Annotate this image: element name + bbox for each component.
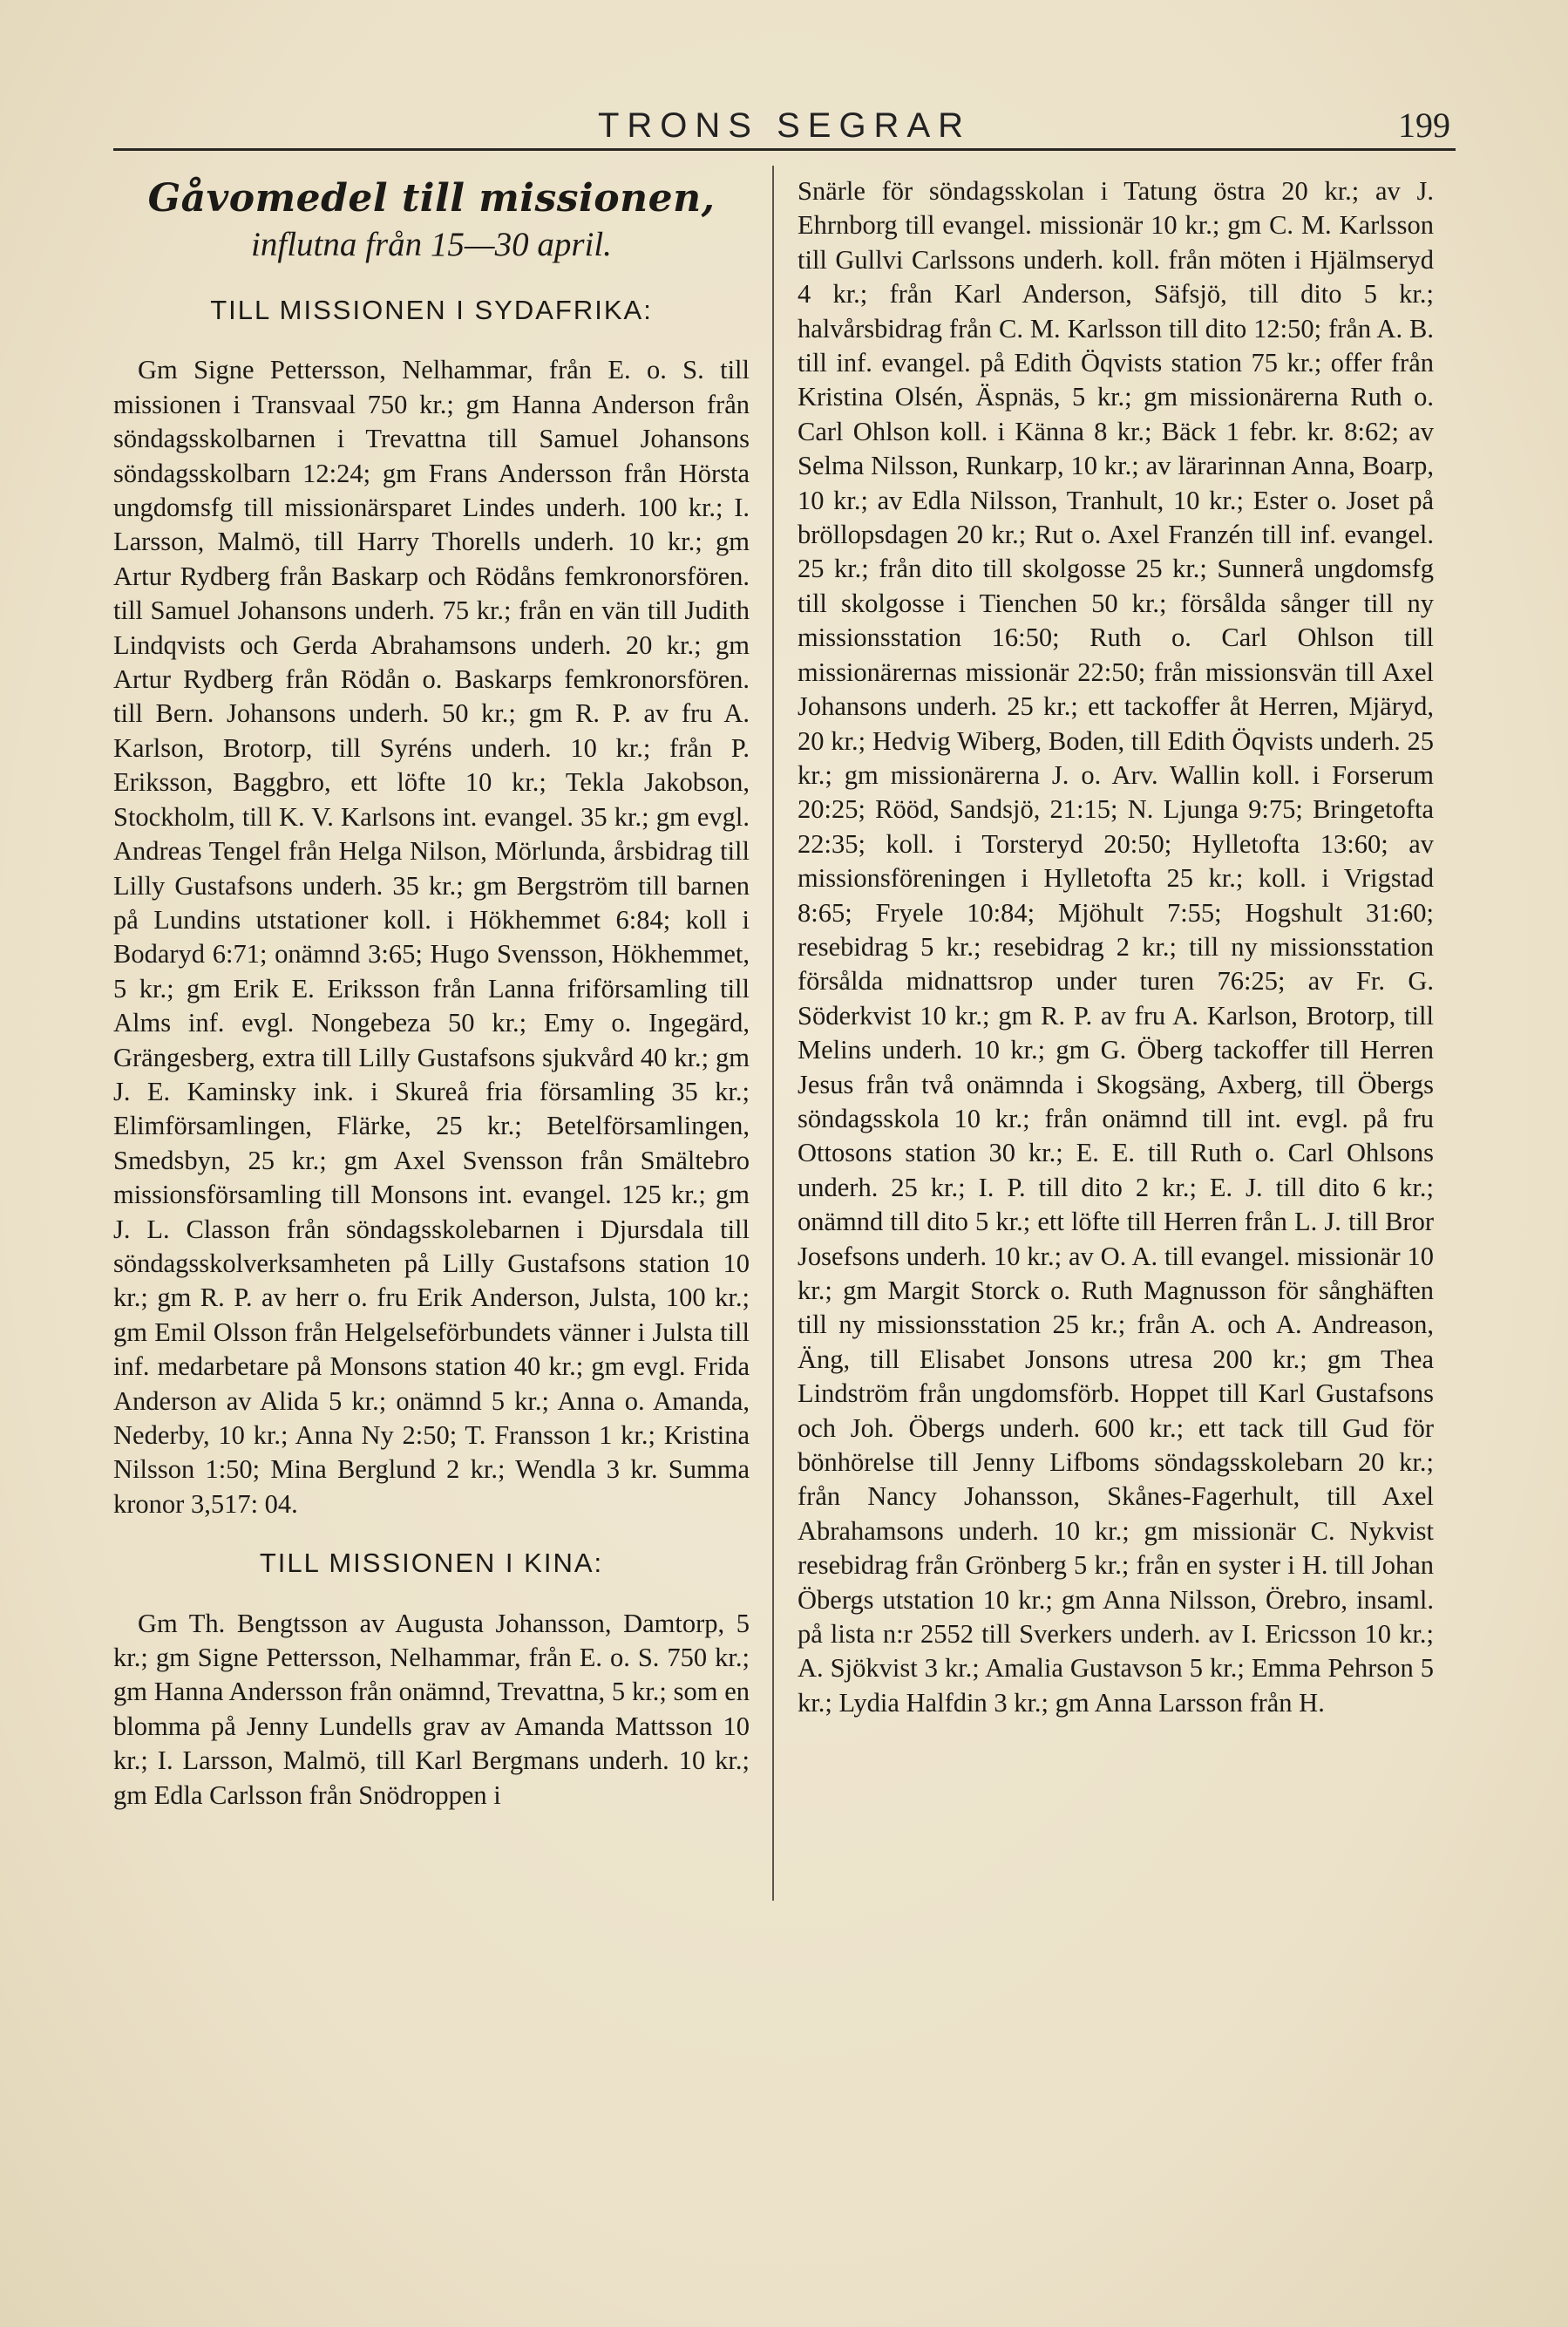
donation-list-sydafrika: Gm Signe Pettersson, Nelhammar, från E. o. S. till missionen i Transvaal 750 kr.; gm Hanna Anderson från söndagsskolbarnen i Trevattna till Samuel Johansons söndagsskolbarn 12:24; gm Frans Andersson från Hörsta ungdomsfg till missionärsparet Lindes underh. 100 kr.; I. Larsson, Malmö, till Harry Thorells underh. 10 kr.; gm Artur Rydberg från Baskarp och Rödåns femkronorsfören. till Samuel Johansons underh. 75 kr.; från en vän till Judith Lindqvists och Gerda Abrahamsons underh. 20 kr.; gm Artur Rydberg från Rödån o. Baskarps femkronorsfören. till Bern. Johansons underh. 50 kr.; gm R. P. av fru A. Karlson, Brotorp, till Syréns underh. 10 kr.; från P. Eriksson, Baggbro, ett löfte 10 kr.; Tekla Jakobson, Stockholm, till K. V. Karlsons int. evangel. 35 kr.; gm evgl. Andreas Tengel från Helga Nilson, Mörlunda, årsbidrag till Lilly Gustafsons underh. 35 kr.; gm Bergström till barnen på Lundins utstationer koll. i Hökhemmet 6:84; koll i Bodaryd 6:71; onämnd 3:65; Hugo Svensson, Hökhemmet, 5 kr.; gm Erik E. Eriksson från Lanna friförsamling till Alms inf. evgl. Nongebeza 50 kr.; Emy o. Ingegärd, Grängesberg, extra till Lilly Gustafsons sjukvård 40 kr.; gm J. E. Kaminsky ink. i Skureå fria församling 35 kr.; Elimförsamlingen, Flärke, 25 kr.; Betelförsamlingen, Smedsbyn, 25 kr.; gm Axel Svensson från Smältebro missionsförsamling till Monsons int. evangel. 125 kr.; gm J. L. Classon från söndagsskolebarnen i Djursdala till söndagsskolverksamheten på Lilly Gustafsons station 10 kr.; gm R. P. av herr o. fru Erik Anderson, Julsta, 100 kr.; gm Emil Olsson från Helgelseförbundets vänner i Julsta till inf. medarbetare på Monsons station 40 kr.; gm evgl. Frida Anderson av Alida 5 kr.; onämnd 5 kr.; Anna o. Amanda, Nederby, 10 kr.; Anna Ny 2:50; T. Fransson 1 kr.; Kristina Nilsson 1:50; Mina Berglund 2 kr.; Wendla 3 kr. Summa kronor 3,517: 04. xyxy=(113,355,750,1519)
header-rule xyxy=(113,148,1456,151)
right-column xyxy=(798,174,1434,2284)
section-heading-sydafrika: TILL MISSIONEN I SYDAFRIKA: xyxy=(210,295,653,325)
donation-list-kina-continued: Snärle för söndagsskolan i Tatung östra 20 kr.; av J. Ehrnborg till evangel. missionär 10 kr.; gm C. M. Karlsson till Gullvi Carlssons underh. koll. från möten i Hjälmseryd 4 kr.; från Karl Anderson, Säfsjö, till dito 5 kr.; halvårsbidrag från C. M. Karlsson till dito 12:50; från A. B. till inf. evangel. på Edith Öqvists station 75 kr.; offer från Kristina Olsén, Äspnäs, 5 kr.; gm missionärerna Ruth o. Carl Ohlson koll. i Känna 8 kr.; Bäck 1 febr. kr. 8:62; av Selma Nilsson, Runkarp, 10 kr.; av lärarinnan Anna, Boarp, 10 kr.; av Edla Nilsson, Tranhult, 10 kr.; Ester o. Joset på bröllopsdagen 20 kr.; Rut o. Axel Franzén till inf. evangel. 25 kr.; från dito till skolgosse 25 kr.; Sunnerå ungdomsfg till skolgosse i Tienchen 50 kr.; försålda sånger till ny missionsstation 16:50; Ruth o. Carl Ohlson till missionärernas missionär 22:50; från missionsvän till Axel Johansons underh. 25 kr.; ett tackoffer åt Herren, Mjäryd, 20 kr.; Hedvig Wiberg, Boden, till Edith Öqvists underh. 25 kr.; gm missionärerna J. o. Arv. Wallin koll. i Forserum 20:25; Rööd, Sandsjö, 21:15; N. Ljunga 9:75; Bringetofta 22:35; koll. i Torsteryd 20:50; Hylletofta 13:60; av missionsföreningen i Hylletofta 25 kr.; koll. i Vrigstad 8:65; Fryele 10:84; Mjöhult 7:55; Hogshult 31:60; resebidrag 5 kr.; resebidrag 2 kr.; till ny missionsstation försålda midnattsrop under turen 76:25; av Fr. G. Söderkvist 10 kr.; gm R. P. av fru A. Karlson, Brotorp, till Melins underh. 10 kr.; gm G. Öberg tackoffer till Herren Jesus från två onämnda i Skogsäng, Axberg, till Öbergs söndagsskola 10 kr.; från onämnd till int. evgl. på fru Ottosons station 30 kr.; E. E. till Ruth o. Carl Ohlsons underh. 25 kr.; I. P. till dito 2 kr.; E. J. till dito 6 kr.; onämnd till dito 5 kr.; ett löfte till Herren från L. J. till Bror Josefsons underh. 10 kr.; av O. A. till evangel. missionär 10 kr.; gm Margit Storck o. Ruth Magnusson för sånghäften till ny missionsstation 25 kr.; från A. och A. Andreason, Äng, till Elisabet Jonsons utresa 200 kr.; gm Thea Lindström från ungdomsförb. Hoppet till Karl Gustafsons och Joh. Öbergs underh. 600 kr.; ett tack till Gud för bönhörelse till Jenny Lifboms söndagsskolebarn 20 kr.; från Nancy Johansson, Skånes-Fagerhult, till Axel Abrahamsons underh. 10 kr.; gm missionär C. Nykvist resebidrag från Grönberg 5 kr.; från en syster i H. till Johan Öbergs utstation 10 kr.; gm Anna Nilsson, Örebro, insaml. på lista n:r 2552 till Sverkers underh. av I. Ericsson 10 kr.; A. Sjökvist 3 kr.; Amalia Gustavson 5 kr.; Emma Pehrson 5 kr.; Lydia Halfdin 3 kr.; gm Anna Larsson från H. xyxy=(798,176,1434,1718)
column-divider xyxy=(772,166,774,1901)
section-heading-kina: TILL MISSIONEN I KINA: xyxy=(259,1548,604,1579)
article-title: Gåvomedel till missionen, xyxy=(147,176,716,221)
donation-list-kina: Gm Th. Bengtsson av Augusta Johansson, Damtorp, 5 kr.; gm Signe Pettersson, Nelhammar, från E. o. S. 750 kr.; gm Hanna Andersson från onämnd, Trevattna, 5 kr.; som en blomma på Jenny Lundells grav av Amanda Mattsson 10 kr.; I. Larsson, Malmö, till Karl Bergmans underh. 10 kr.; gm Edla Carlsson från Snödroppen i xyxy=(113,1608,750,1810)
article-subtitle: influtna från 15—30 april. xyxy=(251,226,612,263)
running-title: TRONS SEGRAR xyxy=(597,106,972,145)
page-number: 199 xyxy=(1398,105,1450,145)
left-column xyxy=(113,174,750,2284)
running-head xyxy=(113,98,1456,150)
